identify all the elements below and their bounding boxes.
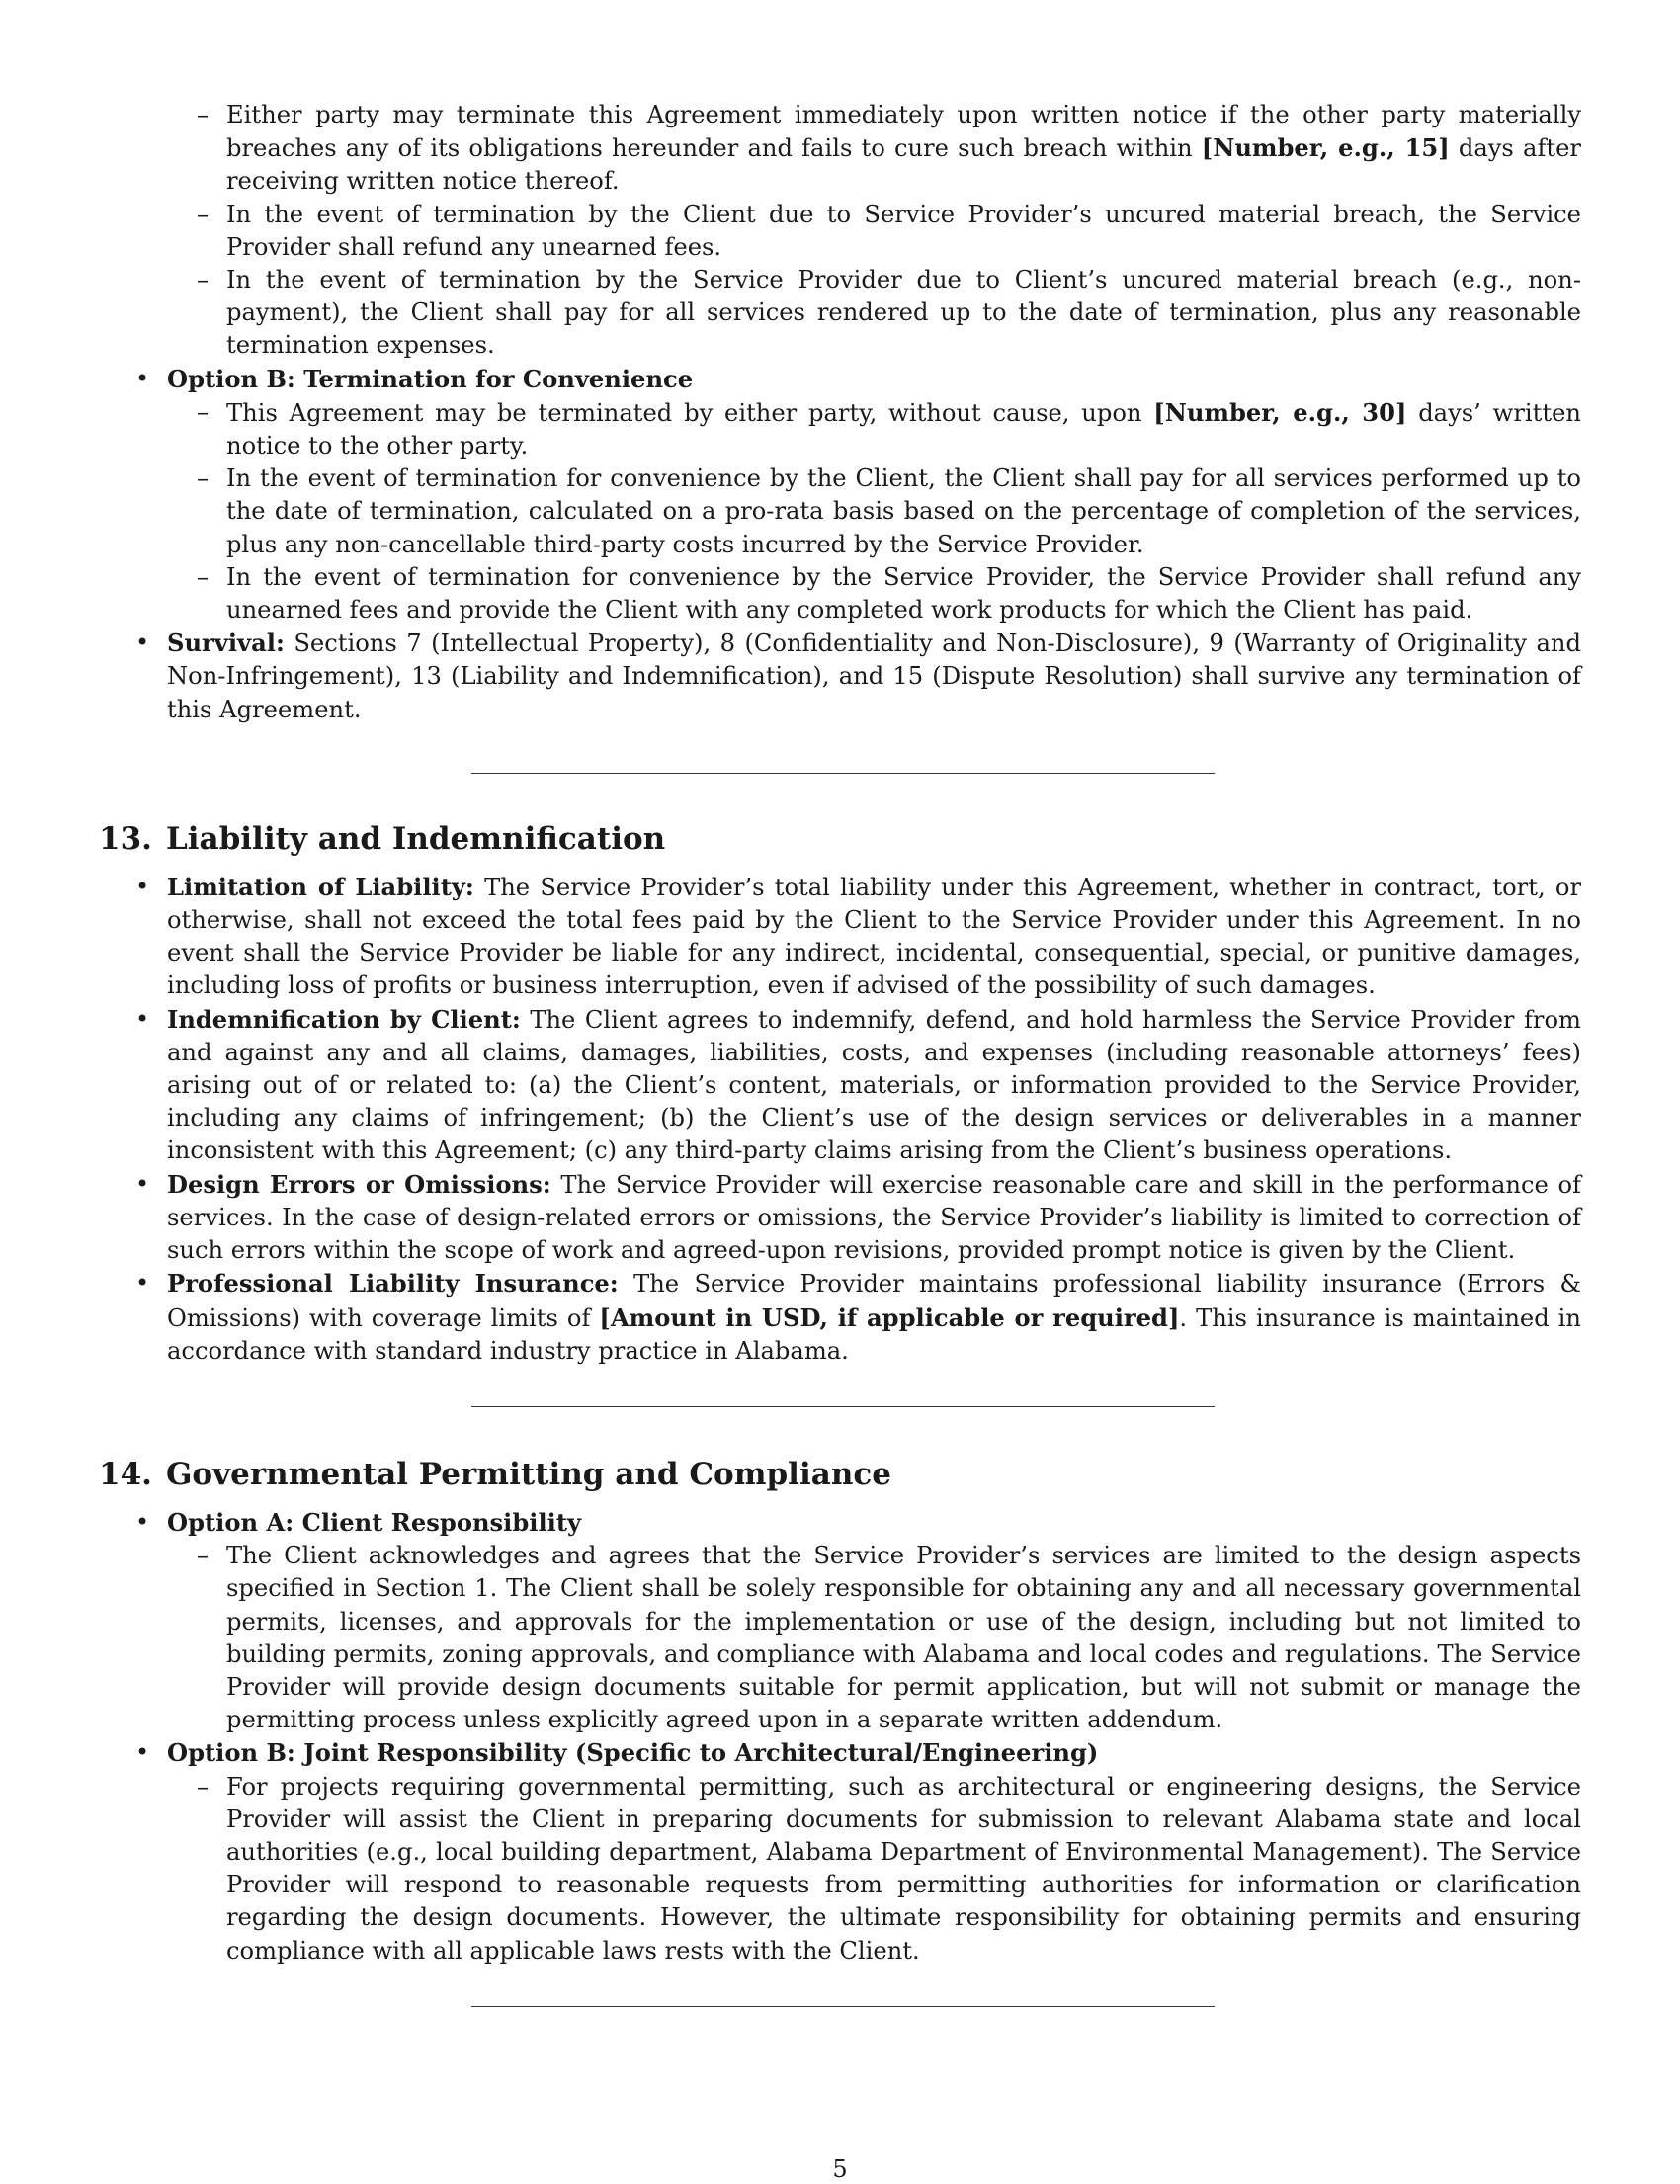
section-divider xyxy=(471,1406,1215,1407)
list-item xyxy=(197,1771,1581,1968)
option-title: Option B: Termination for Convenience xyxy=(167,364,694,393)
dash-marker: – xyxy=(197,101,210,128)
item-text: In the event of termination for convenience by the Client, the Client shall pay for all services performed up to the date of termination, calculated on a pro-rata basis based on the percentage of completion of the services, plus any non-cancellable third-party costs incurred by the Service Provider. xyxy=(226,464,1581,558)
option-b-subitems xyxy=(99,1771,1581,1968)
list-item xyxy=(99,871,1581,1003)
list-item xyxy=(197,264,1581,363)
item-text: For projects requiring governmental permitting, such as architectural or engineering designs, the Service Provider will assist the Client in preparing documents for submission to relevant Alabama state and local authorities (e.g., local building department, Alabama Department of Environmental Management). The Service Provider will respond to reasonable requests from permitting authorities for information or clarification regarding the design documents. However, the ultimate responsibility for obtaining permits and ensuring compliance with all applicable laws rests with the Client. xyxy=(226,1772,1581,1965)
item-text: In the event of termination for convenience by the Service Provider, the Service Provider shall refund any unearned fees and provide the Client with any completed work products for which the Client has paid. xyxy=(226,562,1581,625)
item-text: days’ written notice to the other party. xyxy=(226,398,1581,461)
item-text: Sections 7 (Intellectual Property), 8 (Confidentiality and Non-Disclosure), 9 (Warranty of Originality and Non-Infringement), 13 (Liability and Indemnification), and 15 (Dispute Resolution) shall survive any termination of this Agreement. xyxy=(167,630,1581,723)
option-title: Option B: Joint Responsibility (Specific to Architectural/Engineering) xyxy=(167,1738,1099,1768)
cause-subitems xyxy=(99,99,1581,363)
list-item xyxy=(197,99,1581,199)
list-item xyxy=(99,1168,1581,1268)
list-item xyxy=(99,1267,1581,1368)
section-number: 13. xyxy=(99,820,152,857)
option-b-subitems xyxy=(99,396,1581,627)
item-text: This Agreement may be terminated by either party, without cause, upon xyxy=(226,398,1154,427)
survival-item xyxy=(99,627,1581,726)
page-content xyxy=(99,99,1581,2007)
item-label: Design Errors or Omissions: xyxy=(167,1169,551,1199)
item-label: Survival: xyxy=(167,629,285,658)
dash-marker: – xyxy=(197,397,210,426)
section-14-heading xyxy=(99,1455,1581,1494)
dash-marker: – xyxy=(197,562,210,591)
item-label: Indemnification by Client: xyxy=(167,1004,521,1034)
option-b-permitting xyxy=(99,1736,1581,1967)
dash-marker: – xyxy=(197,464,210,493)
item-text: Either party may terminate this Agreement immediately upon written notice if the other party materially breaches any of its obligations hereunder and fails to cure such breach within xyxy=(226,101,1581,163)
list-item xyxy=(197,561,1581,627)
option-b-termination xyxy=(99,363,1581,628)
item-label: Professional Liability Insurance: xyxy=(167,1269,619,1299)
section-divider xyxy=(471,773,1215,774)
section-14-list xyxy=(99,1506,1581,1968)
option-a-permitting xyxy=(99,1506,1581,1736)
item-text: In the event of termination by the Client due to Service Provider’s uncured material breach, the Service Provider shall refund any unearned fees. xyxy=(226,200,1581,261)
placeholder-text: [Number, e.g., 30] xyxy=(1153,397,1407,427)
item-text: The Service Provider maintains professional liability insurance (Errors & Omissions) with coverage limits of xyxy=(167,1270,1581,1332)
section-title: Liability and Indemnification xyxy=(165,820,666,857)
list-item xyxy=(197,396,1581,462)
list-item xyxy=(197,199,1581,264)
termination-cause-continuation xyxy=(99,99,1581,363)
option-title: Option A: Client Responsibility xyxy=(167,1507,582,1537)
list-item xyxy=(99,1003,1581,1168)
section-number: 14. xyxy=(99,1456,152,1492)
dash-marker: – xyxy=(197,1542,210,1570)
dash-marker: – xyxy=(197,266,210,294)
item-label: Limitation of Liability: xyxy=(167,872,474,901)
item-text: The Service Provider will exercise reasonable care and skill in the performance of services. In the case of design-related errors or omissions, the Service Provider’s liability is limited to correction of such errors within the scope of work and agreed-upon revisions, provided prompt notice is given by the Client. xyxy=(167,1170,1581,1265)
section-13-heading xyxy=(99,819,1581,859)
section-13-list xyxy=(99,871,1581,1368)
item-text: The Service Provider’s total liability under this Agreement, whether in contract, tort, or otherwise, shall not exceed the total fees paid by the Client to the Service Provider under this Agreement. In no event shall the Service Provider be liable for any indirect, incidental, consequential, special, or punitive damages, including loss of profits or business interruption, even if advised of the possibility of such damages. xyxy=(167,873,1582,1000)
placeholder-text: [Amount in USD, if applicable or required] xyxy=(599,1302,1180,1332)
placeholder-text: [Number, e.g., 15] xyxy=(1201,133,1450,163)
section-title: Governmental Permitting and Compliance xyxy=(165,1456,891,1492)
item-text: In the event of termination by the Service Provider due to Client’s uncured material breach (e.g., non-payment), the Client shall pay for all services rendered up to the date of termination, plus any reasonable termination expenses. xyxy=(226,266,1581,360)
list-item xyxy=(197,462,1581,561)
dash-marker: – xyxy=(197,1772,210,1801)
termination-list xyxy=(99,99,1581,726)
list-item xyxy=(197,1540,1581,1736)
dash-marker: – xyxy=(197,200,210,228)
item-text: . This insurance is maintained in accordance with standard industry practice in Alabama. xyxy=(167,1303,1581,1365)
section-divider xyxy=(471,2006,1215,2007)
page-number: 5 xyxy=(832,2155,848,2183)
item-text: The Client agrees to indemnify, defend, and hold harmless the Service Provider from and against any and all claims, damages, liabilities, costs, and expenses (including reasonable attorneys’ fees) arising out of or related to: (a) the Client’s content, materials, or information provided to the Service Provider, including any claims of infringement; (b) the Client’s use of the design services or deliverables in a manner inconsistent with this Agreement; (c) any third-party claims arising from the Client’s business operations. xyxy=(167,1005,1581,1165)
item-text: days after receiving written notice thereof. xyxy=(226,134,1581,196)
item-text: The Client acknowledges and agrees that the Service Provider’s services are limited to the design aspects specified in Section 1. The Client shall be solely responsible for obtaining any and all necessary governmental permits, licenses, and approvals for the implementation or use of the design, including but not limited to building permits, zoning approvals, and compliance with Alabama and local codes and regulations. The Service Provider will provide design documents suitable for permit application, but will not submit or manage the permitting process unless explicitly agreed upon in a separate written addendum. xyxy=(226,1542,1581,1734)
option-a-subitems xyxy=(99,1540,1581,1736)
